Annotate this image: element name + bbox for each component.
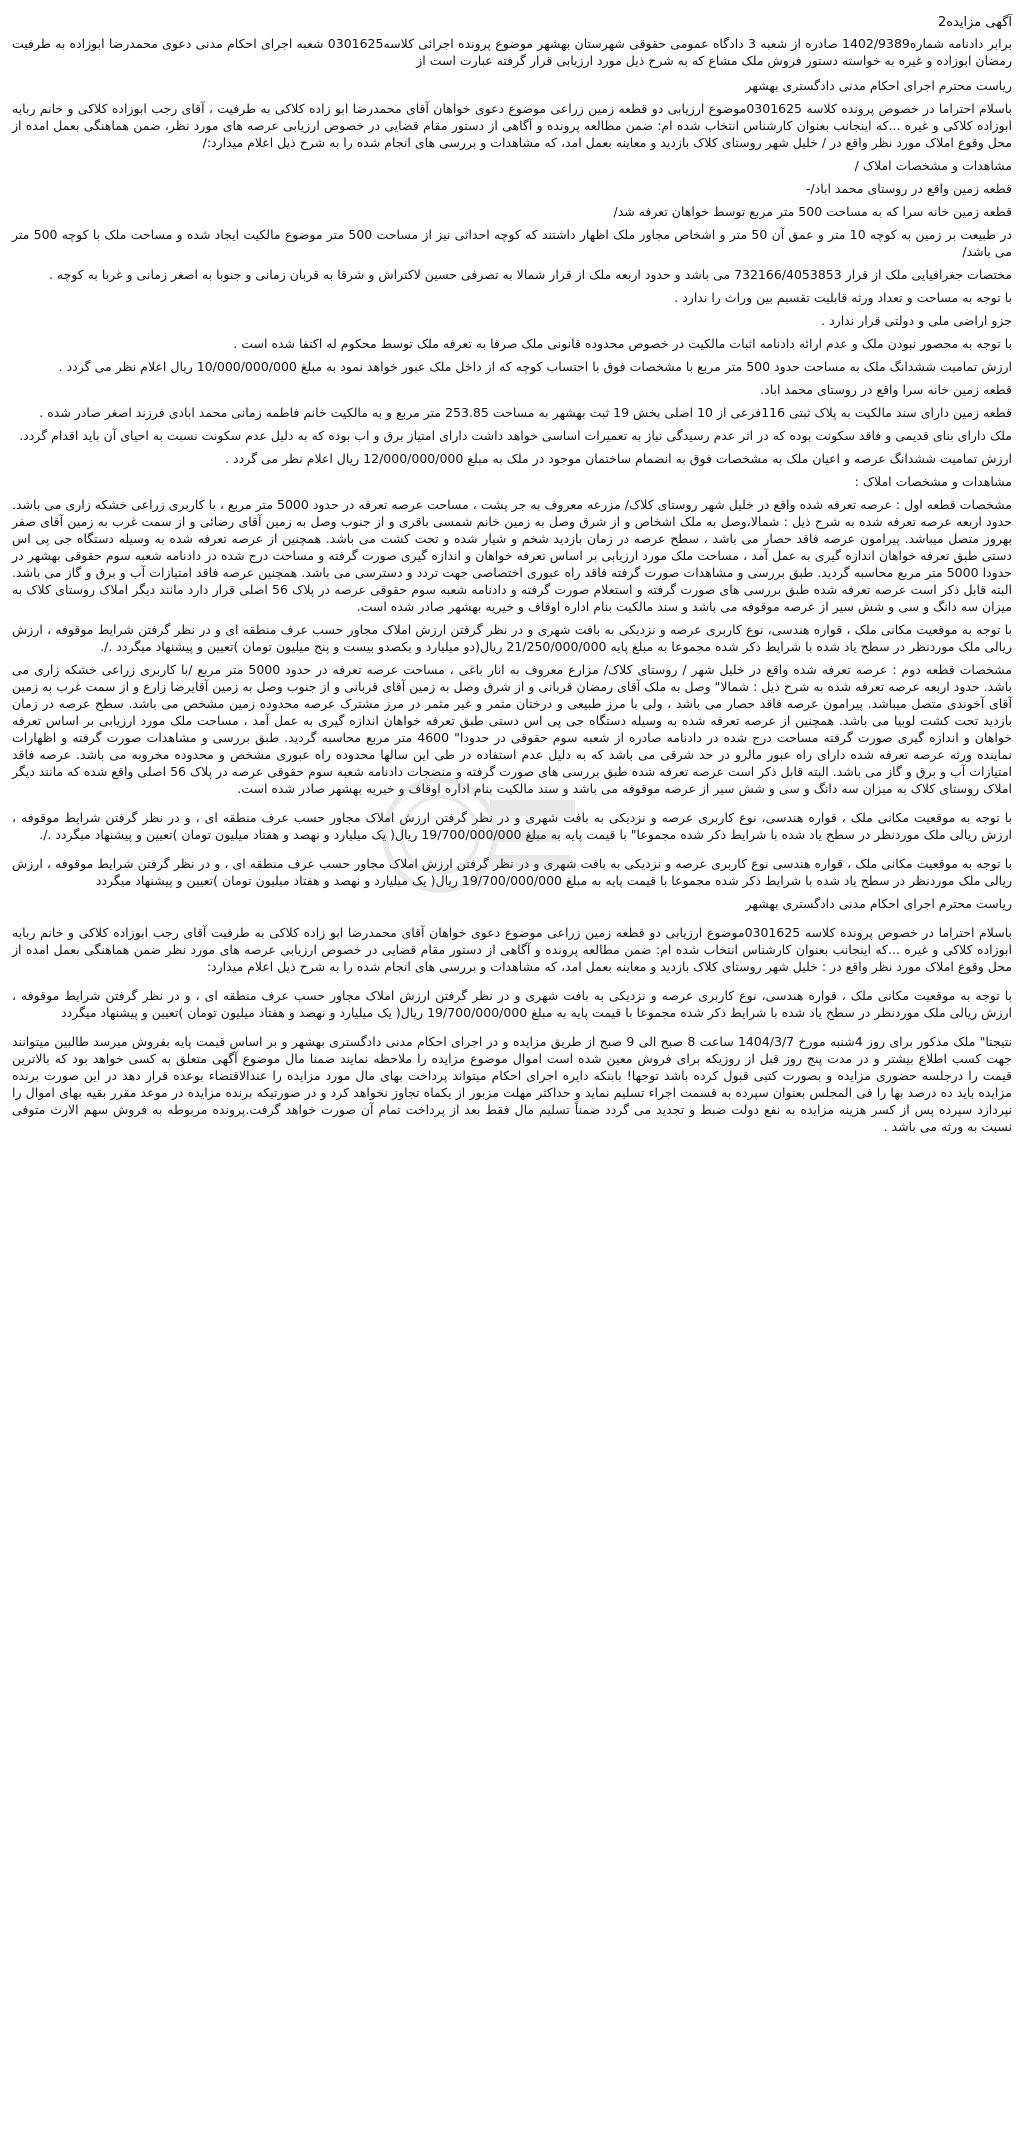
- property-location: قطعه زمین خانه سرا واقع در روستای محمد اباد.: [760, 382, 1012, 397]
- addressee-line: ریاست محترم اجرای احکام مدنی دادگستری بهشهر: [745, 896, 1012, 911]
- intro-paragraph: برابر دادنامه شماره1402/9389 صادره از شعبه 3 دادگاه عمومی حقوقی شهرستان بهشهر موضوع پرونده اجرائی کلاسه0301625 شعبه اجرای احکام مدنی دعوی محمدرضا ابوزاده به طرفیت رمضان ابوزاده و غیره به خواسته دستور فروش ملک مشاع که به شرح ذیل مورد ارزیابی قرار گرفته عبارت است از: [12, 36, 1012, 68]
- property-condition: ملک دارای بنای قدیمی و فاقد سکونت بوده که در اثر عدم رسیدگی نیاز به تعمیرات اساسی خواهد داشت دارای امتیاز برق و اب بوده که به دلیل عدم سکونت نسبت به احیای آن باید اقدام گردد.: [19, 428, 1012, 443]
- valuation-paragraph: با توجه به موقعیت مکانی ملک ، قواره هندسی، نوع کاربری عرصه و نزدیکی به بافت شهری و در نظر گرفتن ارزش املاک مجاور حسب عرف منطقه ای ، و در نظر گرفتن شرایط موقوفه ، ارزش ریالی ملک موردنظر در سطح یاد شده با شرایط ذکر شده مجموعا با قیمت پایه به مبلغ 19/700/000/000 ریال( یک میلیارد و نهصد و هفتاد میلیون تومان )تعیین و پیشنهاد میگردد: [12, 988, 1012, 1020]
- property-note: جزو اراضی ملی و دولتی قرار ندارد .: [821, 313, 1012, 328]
- notice-title: آگهی مزایده2: [937, 15, 1012, 30]
- valuation-paragraph: ارزش تمامیت ششدانگ ملک به مساحت حدود 500 متر مربع با مشخصات فوق با احتساب کوچه که از داخل ملک عبور خواهد نمود به مبلغ 10/000/000/000 ریال اعلام نظر می گردد .: [58, 359, 1012, 374]
- property-note: با توجه به مساحت و تعداد ورثه قابلیت تقسیم بین وراث را ندارد .: [674, 290, 1012, 305]
- valuation-paragraph: با توجه به موقعیت مکانی ملک ، قواره هندسی، نوع کاربری عرصه و نزدیکی به بافت شهری و در نظر گرفتن ارزش املاک مجاور حسب عرف منطقه ای و در نظر گرفتن شرایط موقوفه ، ارزش ریالی ملک موردنظر در سطح یاد شده با شرایط ذکر شده مجموعا به مبلغ پایه 21/250/000/000 ریال(دو میلیارد و یکصدو بیست و پنج میلیون تومان )تعیین و پیشنهاد میگردد ./.: [12, 622, 1012, 654]
- section-heading: مشاهدات و مشخصات املاک :: [854, 474, 1012, 489]
- auction-terms-paragraph: نتیجتا" ملک مذکور برای روز 4شنبه مورخ 1404/3/7 ساعت 8 صبح الی 9 صبح از طریق مزایده و در اجرای احکام مدنی دادگستری بهشهر و بر اساس قیمت پایه بفروش میرسد طالبین میتوانند جهت کسب اطلاع بیشتر و در مدت پنج روز قبل از روزیکه برای فروش معین شده است اموال موضوع مزایده را ملاحظه نمایند ضمنا مال موضوع آگهی متعلق به کسی خواهد بود که بالاترین قیمت را درجلسه حضوری مزایده و بصورت کتبی قبول کرده باشد توجها! بابنکه دایره اجرای احکام میتواند پرداخت بهای مال مورد مزایده را عندالاقتضاء بوعده قرار دهد در این صورت برنده مزایده باید ده درصد بها را فی المجلس بعنوان سپرده به قسمت اجراء تسلیم نماید و حداکثر مهلت مزبور از یکماه تجاوز نخواهد کرد و در صورتیکه برنده مزایده در موعد مقرر بقیه بهای اموال را نپردازد سپرده پس از کسر هزینه مزایده به نفع دولت ضبط و تجدید می گردد ضمناً تسلیم مال فقط بعد از پرداخت تمام آن صورت خواهد گرفت.پرونده مربوطه به فروش سهم الارث متوفی نسبت به ورثه می باشد .: [12, 1034, 1012, 1134]
- expert-report-paragraph: باسلام احتراما در خصوص پرونده کلاسه 0301625موضوع ارزیابی دو قطعه زمین زراعی موضوع دعوی خواهان آقای محمدرضا ابو زاده کلاکی به طرفیت ، آقای رجب ابوزاده کلاکی و خانم ربابه ابوزاده کلاکی و غیره ...که اینجانب بعنوان کارشناس انتخاب شده ام: ضمن مطالعه پرونده و آگاهی از دستور مقام قضایی در خصوص ارزیابی عرصه های مورد نظر، ضمن هماهنگی بعمل امده از محل وقوع املاک مورد نظر واقع در / خلیل شهر روستای کلاک بازدید و معاینه بعمل امد، که مشاهدات و بررسی های انجام شده را به شرح ذیل اعلام میدارد:/: [12, 101, 1012, 150]
- expert-report-paragraph: باسلام احتراما در خصوص پرونده کلاسه 0301625موضوع ارزیابی دو قطعه زمین زراعی موضوع دعوی خواهان آقای محمدرضا ابو زاده کلاکی به طرفیت آقای رجب ابوزاده کلاکی و خانم ربابه ابوزاده کلاکی و غیره ...که اینجانب بعنوان کارشناس انتخاب شده ام: ضمن مطالعه پرونده و آگاهی از دستور مقام قضایی در خصوص ارزیابی عرصه های مورد نظر ضمن هماهنگی بعمل امده از محل وقوع املاک مورد نظر واقع در : خلیل شهر روستای کلاک بازدید و معاینه بعمل امد، که مشاهدات و بررسی های انجام شده را به شرح ذیل اعلام میدارد:: [12, 925, 1012, 974]
- property-description: قطعه زمین خانه سرا که به مساحت 500 متر مربع توسط خواهان تعرفه شد/: [613, 204, 1012, 219]
- property-coordinates: مختصات جغرافیایی ملک از قرار 732166/4053853 می باشد و حدود اربعه ملک از قرار شمالا به تصرفی حسین لاکتراش و شرقا به قربان زمانی و جنوبا به اصغر زمانی و غربا به کوچه .: [48, 267, 1012, 282]
- valuation-paragraph: با توجه به موقعیت مکانی ملک ، قواره هندسی نوع کاربری عرصه و نزدیکی به بافت شهری و در نظر گرفتن ارزش املاک مجاور حسب عرف منطقه ای ، و در نظر گرفتن شرایط موقوفه ، ارزش ریالی ملک موردنظر در سطح یاد شده با شرایط ذکر شده مجموعا با قیمت پایه به مبلغ 19/700/000/000 ریال( یک میلیارد و نهصد و هفتاد میلیون تومان )تعیین و پیشنهاد میگردد: [12, 856, 1012, 888]
- property-location: قطعه زمین واقع در روستای محمد اباد/-: [805, 181, 1012, 196]
- parcel-two-details: مشخصات قطعه دوم : عرصه تعرفه شده واقع در خلیل شهر / روستای کلاک/ مزارع معروف به انار باغی ، مساحت عرصه تعرفه در حدود 5000 متر مربع /با کاربری زراعی خشکه زاری می باشد. حدود اربعه عرصه تعرفه شده به شرح ذیل : شمالا" وصل به ملک آقای رمضان قربانی و از شرق وصل به زمین آقای قربانی و از جنوب وصل به زمین آقایرضا زارع و از سمت غرب به زمین آقای آخوندی متصل میباشد. پیرامون عرصه فاقد حصار می باشد ، ولی با مرز طبیعی و درختان مثمر و غیر مثمر در مرز مشترک عرصه محدوده زمین مشخص می باشد. سطح عرصه در زمان بازدید تحت کشت لوبیا می باشد. همچنین از عرصه تعرفه شده به وسیله دستگاه جی پی اس دستی طبق تعرفه خواهان اندازه گیری به عمل آمد ، مساحت ملک مورد ارزیابی بر اساس تعرفه خواهان و اندازه گیری صورت گرفته مساحت درج شده در دادنامه صادره از شعبه سوم حقوقی در حدودا" 4600 متر مربع محاسبه گردید. طبق بررسی و مشاهدات صورت گرفته و اظهارات نماینده ورثه عرصه تعرفه شده دارای راه عبور مالرو در حد شرقی می باشد که به دلیل عدم استفاده در طی این سالها محدوده راه عبوری مشخص و محدوده مخروبه می باشد. عرصه فاقد امتیازات آب و برق و گاز می باشد. البته قابل ذکر است عرصه تعرفه شده طبق بررسی های صورت گرفته و منضجات دادنامه شعبه سوم حقوقی عرصه در پلاک 56 اصلی واقع شده که مانند دیگر املاک روستای کلاک به میزان سه دانگ و سی و شش سیر از عرصه موقوفه می باشد و سند مالکیت بنام اداره اوقاف و خیریه بهشهر صادر شده است.: [12, 662, 1012, 796]
- property-description: در طبیعت بر زمین به کوچه 10 متر و عمق آن 50 متر و اشخاص مجاور ملک اظهار داشتند که کوچه احداثی نیز از مساحت 500 متر موضوع مالکیت ایجاد شده و مساحت ملک با کوچه 500 متر می باشد/: [12, 227, 1012, 259]
- parcel-one-details: مشخصات قطعه اول : عرصه تعرفه شده واقع در خلیل شهر روستای کلاک/ مزرعه معروف به جر پشت ، مساحت عرصه تعرفه در حدود 5000 متر مربع ، با کاربری زراعی خشکه زاری می باشد. حدود اربعه عرصه تعرفه شده به شرح ذیل : شمالا،وصل به ملک اشخاص و از شرق وصل به زمین خانم شمسی باقری و از جنوب وصل به زمین آقای رضائی و از سمت غرب به زمین آقای صفر بهروز متصل میباشد. پیرامون عرصه فاقد حصار می باشد ، سطح عرصه در زمان بازدید شخم و شیار شده و تحت کشت می باشد. همچنین از عرصه تعرفه شده به وسیله دستگاه جی پی اس دستی طبق تعرفه خواهان اندازه گیری به عمل آمد ، مساحت ملک مورد ارزیابی بر اساس تعرفه خواهان و اندازه گیری صورت گرفته و مساحت درج شده در دادنامه شعبه سوم حقوقی بهشهر در حدودا 5000 متر مربع محاسبه گردید. طبق بررسی و مشاهدات صورت گرفته فاقد راه عبوری اختصاصی جهت تردد و دسترسی می باشد. همچنین عرصه فاقد امتیازات آب و برق و گاز می باشد. البته قابل ذکر است عرصه تعرفه شده طبق بررسی های صورت گرفته و استعلام صورت گرفته و دادنامه شعبه سوم حقوقی عرصه در پلاک 56 اصلی قرار دارد مانند دیگر املاک روستای کلاک به میزان سه دانگ و سی و شش سیر از عرصه موقوفه می باشد و سند مالکیت بنام اداره اوقاف و خیریه بهشهر صادر شده است.: [12, 497, 1013, 614]
- property-note: با توجه به محصور نبودن ملک و عدم ارائه دادنامه اثبات مالکیت در خصوص محدوده قانونی ملک صرفا به تعرفه ملک توسط محکوم له اکتفا شده است .: [233, 336, 1012, 351]
- valuation-paragraph: با توجه به موقعیت مکانی ملک ، قواره هندسی، نوع کاربری عرصه و نزدیکی به بافت شهری و در نظر گرفتن ارزش املاک مجاور حسب عرف منطقه ای ، و در نظر گرفتن شرایط موقوفه ، ارزش ریالی ملک موردنظر در سطح یاد شده با شرایط ذکر شده مجموعا" با قیمت پایه به مبلغ 19/700/000/000 ریال( یک میلیارد و نهصد و هفتاد میلیون تومان )تعیین و پیشنهاد میگردد ./.: [12, 810, 1012, 842]
- valuation-paragraph: ارزش تمامیت ششدانگ عرصه و اعیان ملک به مشخصات فوق به انضمام ساختمان موجود در ملک به مبلغ 12/000/000/000 ریال اعلام نظر می گردد .: [225, 451, 1012, 466]
- section-heading: مشاهدات و مشخصات املاک /: [854, 158, 1012, 173]
- property-deed: قطعه زمین دارای سند مالکیت به پلاک ثبتی 116فرعی از 10 اصلی بخش 19 ثبت بهشهر به مساحت 253.85 متر مربع و به مالکیت خانم فاطمه زمانی محمد ابادی فرزند اصغر صادر شده .: [39, 405, 1012, 420]
- addressee-line: ریاست محترم اجرای احکام مدنی دادگستری بهشهر: [745, 78, 1012, 93]
